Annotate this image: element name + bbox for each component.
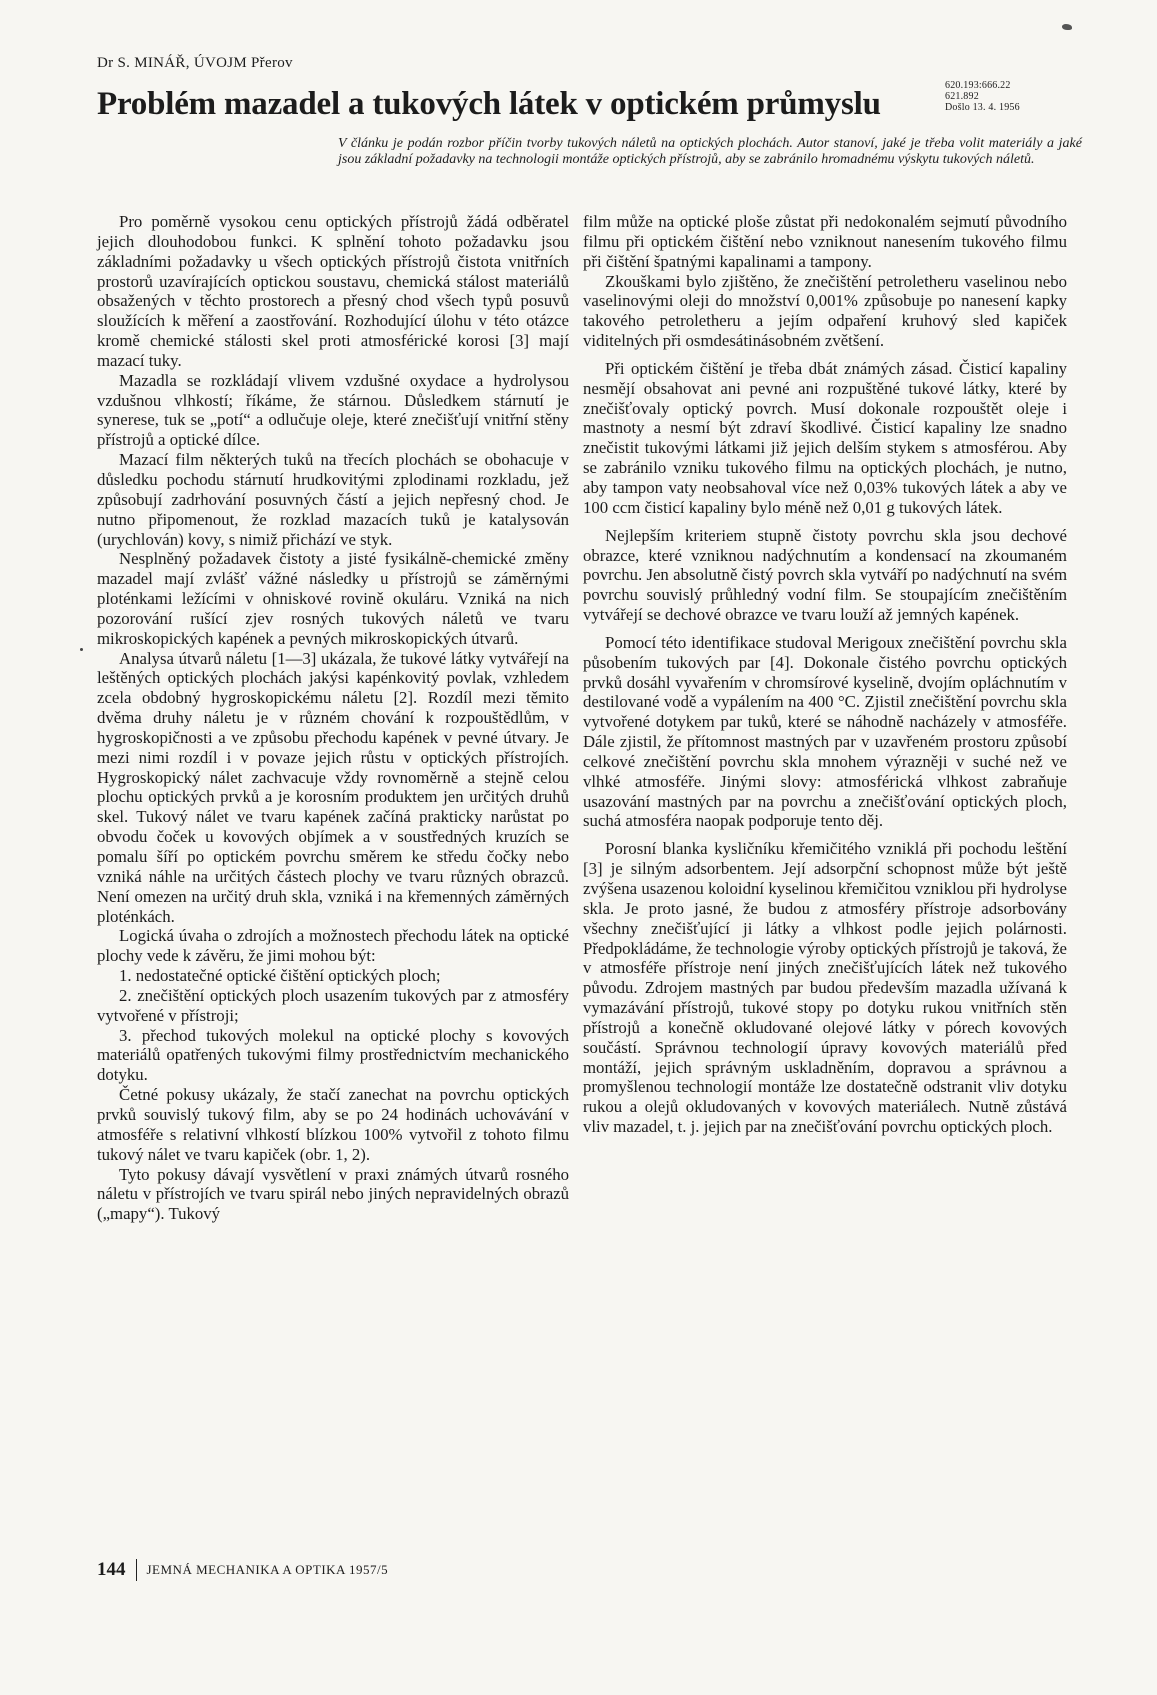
paragraph: Nesplněný požadavek čistoty a jisté fysikálně-chemické změny mazadel mají zvlášť vážné následky u přístrojů se záměrnými ploténkami ležícími v ohniskové rovině okuláru. Vzniká na nich pozorování rušící zjev rosných tukových náletů ve tvaru mikroskopických kapének a pevných mikroskopických útvarů. bbox=[97, 549, 569, 648]
list-item: 2. znečištění optických ploch usazením tukových par z atmosféry vytvořené v přístroji; bbox=[97, 985, 569, 1025]
paragraph: Mazadla se rozkládají vlivem vzdušné oxydace a hydrolysou vzdušnou vlhkostí; říkáme, že stárnou. Důsledkem stárnutí je synerese, tuk se „potí“ a odlučuje oleje, které znečišťují vnitřní stěny přístrojů a optické dílce. bbox=[97, 370, 569, 450]
article-meta bbox=[945, 80, 1020, 113]
udc-code-1: 620.193:666.22 bbox=[945, 80, 1011, 91]
paragraph: film může na optické ploše zůstat při nedokonalém sejmutí původního filmu při optickém čištění nebo vzniknout nanesením tukového filmu při čištění špatnými kapalinami a tampony. bbox=[583, 212, 1067, 271]
scan-speck bbox=[1062, 24, 1072, 30]
udc-code-2: 621.892 bbox=[945, 91, 979, 102]
paragraph: Pomocí této identifikace studoval Merigoux znečištění povrchu skla působením tukových par [4]. Dokonale čistého povrchu optických prvků dosáhl vyvařením v chromsírové kyselině, dvojím opláchnutím v destilované vodě a vypálením na 400 °C. Zjistil znečištění povrchu skla vytvořené dotykem par tuků, které se náhodně nacházely v atmosféře. Dále zjistil, že přítomnost mastných par v uzavřeném prostoru způsobí celkové znečištění povrchu skla mnohem výrazněji v suché než ve vlhké atmosféře. Jinými slovy: atmosférická vlhkost zabraňuje usazování mastných par na povrchu a znečišťování optických ploch, suchá atmosféra naopak podporuje tento děj. bbox=[583, 632, 1067, 831]
paragraph: Porosní blanka kysličníku křemičitého vzniklá při pochodu leštění [3] je silným adsorbentem. Její adsorpční schopnost může být ještě zvýšena usazenou koloidní kyselinou křemičitou vzniklou při hydrolyse skla. Je proto jasné, že budou z atmosféry přístroje adsorbovány všechny znečišťující ji látky a vlhkost podle jejich polárnosti. Předpokládáme, že technologie výroby optických přístrojů je taková, že v atmosféře přístroje není jiných znečišťujících látek než tukového původu. Zdrojem mastných par budou především mazadla užívaná k vymazávání přístrojů, tukové stopy po dotyku rukou vnitřních stěn přístrojů a konečně okludované olejové látky v pórech kovových součástí. Správnou technologií úpravy kovových materiálů před montáží, jejich správným uskladněním, dopravou a správnou a promyšlenou technologií montáže lze dostatečně odstranit vliv dotyku rukou a olejů okludovaných v kovových materiálech. Nutně zůstává vliv mazadel, t. j. jejich par na znečišťování povrchu optických ploch. bbox=[583, 839, 1067, 1137]
author-line: Dr S. MINÁŘ, ÚVOJM Přerov bbox=[97, 55, 293, 71]
page-footer bbox=[97, 1559, 388, 1581]
list-item: 3. přechod tukových molekul na optické plochy s kovových materiálů opatřených tukovými filmy prostřednictvím mechanického dotyku. bbox=[97, 1025, 569, 1085]
paragraph: Pro poměrně vysokou cenu optických přístrojů žádá odběratel jejich dlouhodobou funkci. K splnění tohoto požadavku jsou základními požadavky u všech optických přístrojů čistota vnitřních prostorů uzavírajících optickou soustavu, chemická stálost materiálů obsažených v těchto prostorech a přesný chod všech typů posuvů sloužících k měření a zaostřování. Rozhodující úlohu v této otázce kromě chemické stálosti skel proti atmosférické korosi [3] mají mazací tuky. bbox=[97, 212, 569, 370]
paragraph: Tyto pokusy dávají vysvětlení v praxi známých útvarů rosného náletu v přístrojích ve tvaru spirál nebo jiných nepravidelných obrazů („mapy“). Tukový bbox=[97, 1164, 569, 1224]
received-date: Došlo 13. 4. 1956 bbox=[945, 102, 1020, 113]
footer-divider bbox=[136, 1559, 137, 1581]
paragraph: Zkouškami bylo zjištěno, že znečištění petroletheru vaselinou nebo vaselinovými oleji do množství 0,001% způsobuje po nanesení kapky takového petroletheru a jejím odpaření kruhový sled kapiček viditelných při osmdesátinásobném zvětšení. bbox=[583, 271, 1067, 351]
paragraph: Při optickém čištění je třeba dbát známých zásad. Čisticí kapaliny nesmějí obsahovat ani pevné ani rozpuštěné tukové látky, které by znečišťovaly optický povrch. Musí dokonale rozpouštět oleje i mastnoty a nesmí být zdraví škodlivé. Čisticí kapaliny lze snadno znečistit tukovými látkami již jejich delším stykem s atmosférou. Aby se zabránilo vzniku tukového filmu na optických plochách, je nutno, aby tampon vaty neobsahoval více než 0,03% tukových látek a aby ve 100 ccm čisticí kapaliny bylo méně než 0,01 g tukových látek. bbox=[583, 358, 1067, 517]
right-column bbox=[583, 212, 1067, 1137]
list-item: 1. nedostatečné optické čištění optických ploch; bbox=[119, 966, 441, 986]
left-column bbox=[97, 212, 569, 1224]
paragraph: Logická úvaha o zdrojích a možnostech přechodu látek na optické plochy vede k závěru, že jimi mohou být: bbox=[97, 926, 569, 966]
paragraph: Nejlepším kriteriem stupně čistoty povrchu skla jsou dechové obrazce, které vzniknou nadýchnutím a kondensací na zkoumaném povrchu. Jen absolutně čistý povrch skla vytváří po nadýchnutí na svém povrchu souvislý průhledný vodní film. Se stoupajícím znečištěním vytvářejí se dechové obrazce ve tvaru louží až jemných kapének. bbox=[583, 525, 1067, 625]
abstract: V článku je podán rozbor příčin tvorby tukových náletů na optických plochách. Autor stanoví, jaké je třeba volit materiály a jaké jsou základní požadavky na technologii montáže optických přístrojů, aby se zabránilo hromadnému výskytu tukových náletů. bbox=[338, 136, 1082, 167]
paragraph: Četné pokusy ukázaly, že stačí zanechat na povrchu optických prvků souvislý tukový film, aby se po 24 hodinách uchovávání v atmosféře s relativní vlhkostí blízkou 100% vytvořil z tohoto filmu tukový nálet ve tvaru kapiček (obr. 1, 2). bbox=[97, 1085, 569, 1164]
article-title: Problém mazadel a tukových látek v optickém průmyslu bbox=[97, 86, 881, 122]
page-number: 144 bbox=[97, 1559, 126, 1580]
paragraph: Mazací film některých tuků na třecích plochách se obohacuje v důsledku pochodu stárnutí hrudkovitými zplodinami rozkladu, jež způsobují zadrhování posuvných částí a jejich nepřesný chod. Je nutno připomenout, že rozklad mazacích tuků je katalysován (urychlován) kovy, s nimiž přichází ve styk. bbox=[97, 450, 569, 549]
scan-dot bbox=[80, 648, 83, 651]
paragraph: Analysa útvarů náletu [1—3] ukázala, že tukové látky vytvářejí na leštěných optických plochách jakýsi kapénkovitý povlak, vzhledem zcela obdobný hygroskopickému náletu [2]. Rozdíl mezi těmito dvěma druhy náletu je v různém chování k rozpouštědlům, v hygroskopičnosti a ve způsobu přechodu kapének v pevné útvary. Je mezi nimi rozdíl i v povaze jejich růstu v optických přístrojích. Hygroskopický nálet zachvacuje vždy rovnoměrně a stejně celou plochu optických prvků a je korosním produktem jen určitých druhů skel. Tukový nálet ve tvaru kapének začíná prakticky narůstat po obvodu čoček u kovových objímek a v soustředných kruzích se pomalu šíří po optickém povrchu směrem ke středu čočky nebo vzniká náhle na určitých částech plochy ve tvaru různých obrazců. Není omezen na určitý druh skla, vzniká i na křemenných záměrných ploténkách. bbox=[97, 648, 569, 926]
journal-name: JEMNÁ MECHANIKA A OPTIKA 1957/5 bbox=[146, 1562, 389, 1577]
